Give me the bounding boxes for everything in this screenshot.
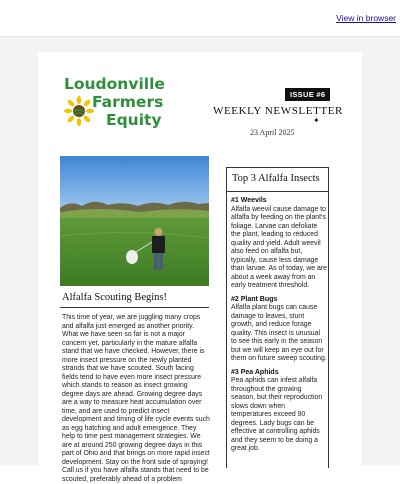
newsletter-title: WEEKLY NEWSLETTER bbox=[213, 105, 343, 117]
article-body bbox=[62, 314, 210, 484]
insect-heading: #1 Weevils bbox=[231, 197, 267, 204]
top-bar bbox=[0, 0, 400, 37]
insect-text: Pea aphids can infest alfalfa throughout the growing season, but their reproduction slows down when temperatures exceed 90 degrees. Lady bugs can be effective at controlling aphids and they seem to be doing a great job. bbox=[231, 377, 323, 452]
issue-badge: ISSUE #6 bbox=[285, 88, 330, 101]
sidebar-divider bbox=[227, 191, 328, 192]
article-paragraph: This time of year, we are juggling many crops and alfalfa just emerged as another priority. What we have seen so far is not a major concern yet, particularly in the mature alfalfa stand that we have checked. However, there is more insect pressure on the newly planted strands that we have scouted. South facing fields tend to have even more insect pressure which stands to reason as insect growing degree days are ahead. Growing degree days are a way to measure heat accumulation over time, and are used to predict insect development and timing of life cycle events such as egg hatching and adult emergence. They help to time pest management strategies. We are at around 250 growing degree days in this part of Ohio and that brings on more rapid insect development. Stay on the front side of spraying! bbox=[62, 314, 210, 466]
article-divider bbox=[60, 307, 209, 308]
article-paragraph: Call us if you have alfalfa stands that need to be scouted, preferably ahead of a problem bbox=[62, 467, 209, 483]
insect-text: Alfalfa plant bugs can cause damage to leaves, stunt growth, and reduce forage quality. This insect is unusual to see this early in the season but we will keep an eye out for them on future sweep scouting. bbox=[231, 304, 327, 362]
insect-heading: #3 Pea Aphids bbox=[231, 368, 279, 376]
sunflower-icon bbox=[64, 96, 94, 126]
article-title: Alfalfa Scouting Begins! bbox=[62, 292, 167, 303]
logo-line-2: Farmers bbox=[92, 93, 164, 111]
sidebar-content bbox=[231, 195, 327, 459]
issue-date: 23 April 2025 bbox=[250, 128, 295, 137]
logo-line-1: Loudonville bbox=[64, 75, 165, 93]
logo-line-3: Equity bbox=[106, 111, 162, 129]
field-photo bbox=[60, 156, 209, 286]
view-in-browser-link[interactable]: View in browser bbox=[336, 13, 396, 23]
company-logo bbox=[62, 76, 166, 132]
insects-sidebar bbox=[226, 167, 329, 468]
sparkle-icon: ✦ bbox=[313, 116, 320, 125]
insect-text: Alfalfa weevil cause damage to alfalfa by feeding on the plant's foliage. Larvae can defoliate the plant, leading to reduced quality and yield. Adult weevil also feed on alfalfa but, typically, cause less damage than larvae. As of today, we are about a week away from an early treatment threshold. bbox=[231, 205, 328, 289]
email-background bbox=[0, 37, 400, 483]
newsletter-card bbox=[38, 52, 362, 483]
sidebar-title: Top 3 Alfalfa Insects bbox=[232, 173, 320, 184]
insect-heading: #2 Plant Bugs bbox=[231, 295, 278, 303]
